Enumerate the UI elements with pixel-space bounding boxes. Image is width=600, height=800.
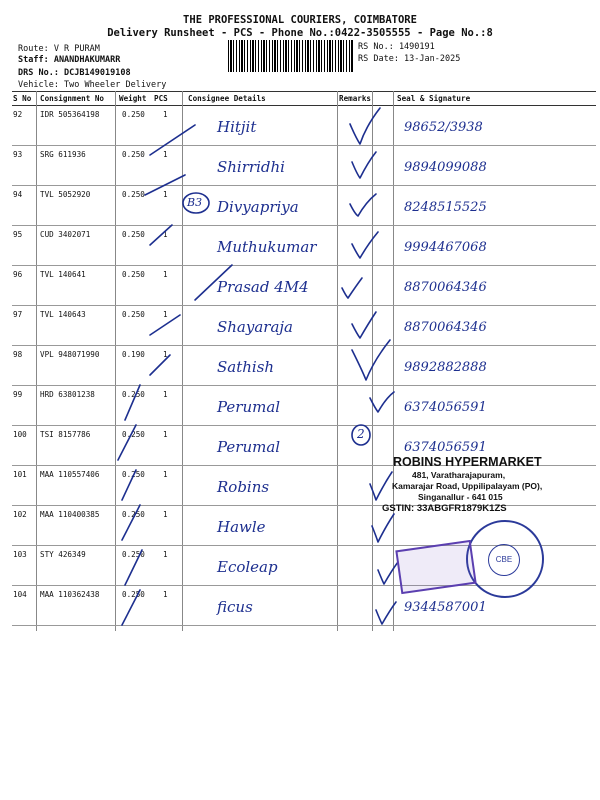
pen-stroke: [122, 470, 136, 500]
cell-sno: 97: [13, 310, 23, 319]
staff-label: Staff: ANANDHAKUMARR: [18, 55, 121, 65]
pen-stroke: [195, 265, 232, 300]
cell-signature-handwritten: 6374056591: [404, 440, 487, 455]
cell-weight: 0.250: [122, 550, 145, 559]
tick-mark: [352, 232, 378, 258]
cell-weight: 0.250: [122, 190, 145, 199]
cell-consignee-handwritten: Hawle: [217, 518, 266, 536]
rs-date: RS Date: 13-Jan-2025: [358, 54, 461, 64]
cell-pcs: 1: [163, 590, 168, 599]
cell-signature-handwritten: 6374056591: [404, 400, 487, 415]
pen-stroke: [150, 125, 195, 155]
cell-signature-handwritten: 9344587001: [404, 600, 487, 615]
tick-mark: [372, 514, 394, 542]
b3-mark: B3: [187, 196, 203, 209]
pen-stroke: [145, 175, 185, 195]
cell-sno: 95: [13, 230, 23, 239]
round-seal: [466, 520, 544, 598]
stamp-name: ROBINS HYPERMARKET: [393, 455, 542, 469]
cell-consignee-handwritten: Shayaraja: [217, 318, 294, 336]
tick-mark: [342, 278, 362, 298]
cell-pcs: 1: [163, 430, 168, 439]
cell-consignment: SRG 611936: [40, 150, 86, 159]
tick-mark: [350, 194, 376, 216]
cell-consignee-handwritten: Perumal: [217, 438, 281, 456]
cell-weight: 0.250: [122, 150, 145, 159]
cell-weight: 0.250: [122, 270, 145, 279]
cell-pcs: 1: [163, 390, 168, 399]
tick-mark: [376, 602, 396, 624]
pen-stroke: [118, 425, 136, 460]
tick-mark: [352, 312, 376, 338]
cell-weight: 0.250: [122, 310, 145, 319]
cell-consignment: CUD 3402071: [40, 230, 91, 239]
cell-weight: 0.250: [122, 510, 145, 519]
cell-consignee-handwritten: Divyapriya: [217, 198, 299, 216]
col-pcs: PCS: [154, 94, 168, 103]
cell-pcs: 1: [163, 270, 168, 279]
cell-pcs: 1: [163, 150, 168, 159]
cell-weight: 0.250: [122, 430, 145, 439]
tick-mark: [370, 472, 392, 500]
cell-pcs: 1: [163, 470, 168, 479]
cell-pcs: 1: [163, 310, 168, 319]
pen-stroke: [150, 315, 180, 335]
col-sno: S No: [13, 94, 32, 103]
cell-sno: 94: [13, 190, 23, 199]
cell-sno: 92: [13, 110, 23, 119]
cell-consignee-handwritten: Hitjit: [217, 118, 257, 136]
cell-sno: 104: [13, 590, 27, 599]
cell-sno: 93: [13, 150, 23, 159]
cell-pcs: 1: [163, 350, 168, 359]
pen-stroke: [125, 550, 142, 585]
cell-consignment: TVL 140643: [40, 310, 86, 319]
seal-center: CBE: [488, 544, 520, 576]
cell-consignment: STY 426349: [40, 550, 86, 559]
col-consignment: Consignment No: [40, 94, 105, 103]
pen-stroke: [122, 590, 140, 625]
cell-weight: 0.190: [122, 350, 145, 359]
cell-pcs: 1: [163, 230, 168, 239]
tick-mark: [352, 340, 390, 380]
cell-consignee-handwritten: Robins: [217, 478, 270, 496]
tick-mark: [352, 152, 376, 178]
cell-consignment: MAA 110557406: [40, 470, 100, 479]
cell-weight: 0.250: [122, 110, 145, 119]
cell-sno: 99: [13, 390, 23, 399]
cell-sno: 100: [13, 430, 27, 439]
cell-consignee-handwritten: Sathish: [217, 358, 275, 376]
cell-signature-handwritten: 9892882888: [404, 360, 487, 375]
route-label: Route: V R PURAM: [18, 44, 100, 54]
cell-signature-handwritten: 98652/3938: [404, 120, 483, 135]
cell-weight: 0.250: [122, 590, 145, 599]
cell-weight: 0.250: [122, 470, 145, 479]
col-weight: Weight: [119, 94, 147, 103]
cell-consignment: HRD 63801238: [40, 390, 95, 399]
cell-pcs: 1: [163, 190, 168, 199]
remark-number: 2: [357, 427, 365, 441]
tick-mark: [350, 108, 380, 144]
cell-sno: 103: [13, 550, 27, 559]
cell-signature-handwritten: 8870064346: [404, 320, 487, 335]
cell-consignee-handwritten: Ecoleap: [217, 558, 278, 576]
cell-weight: 0.250: [122, 390, 145, 399]
cell-consignment: IDR 505364198: [40, 110, 100, 119]
col-consignee: Consignee Details: [188, 94, 266, 103]
cell-weight: 0.250: [122, 230, 145, 239]
cell-consignee-handwritten: Perumal: [217, 398, 281, 416]
cell-pcs: 1: [163, 110, 168, 119]
runsheet-subtitle: Delivery Runsheet - PCS - Phone No.:0422-3505555 - Page No.:8: [107, 27, 493, 39]
cell-consignee-handwritten: Shirridhi: [217, 158, 285, 176]
cell-sno: 102: [13, 510, 27, 519]
cell-consignment: TSI 8157786: [40, 430, 91, 439]
cell-pcs: 1: [163, 510, 168, 519]
cell-consignment: VPL 948071990: [40, 350, 100, 359]
cell-pcs: 1: [163, 550, 168, 559]
cell-consignee-handwritten: Muthukumar: [217, 238, 317, 256]
rs-number: RS No.: 1490191: [358, 42, 435, 52]
cell-signature-handwritten: 8248515525: [404, 200, 487, 215]
cell-sno: 101: [13, 470, 27, 479]
stamp-address-1: 481, Varatharajapuram,: [412, 470, 506, 480]
cell-consignment: MAA 110400385: [40, 510, 100, 519]
tick-mark: [370, 392, 394, 412]
company-title: THE PROFESSIONAL COURIERS, COIMBATORE: [183, 14, 417, 26]
cell-signature-handwritten: 9894099088: [404, 160, 487, 175]
drs-number: DRS No.: DCJB149019108: [18, 68, 131, 78]
pen-stroke: [125, 385, 140, 420]
cell-consignment: MAA 110362438: [40, 590, 100, 599]
col-seal-signature: Seal & Signature: [397, 94, 471, 103]
pen-stroke: [150, 355, 170, 375]
col-remarks: Remarks: [339, 94, 372, 103]
stamp-gstin: GSTIN: 33ABGFR1879K1ZS: [382, 503, 507, 514]
cell-sno: 98: [13, 350, 23, 359]
stamp-address-3: Singanallur - 641 015: [418, 492, 503, 502]
cell-signature-handwritten: 9994467068: [404, 240, 487, 255]
stamp-address-2: Kamarajar Road, Uppilipalayam (PO),: [392, 481, 543, 491]
cell-consignee-handwritten: ficus: [217, 598, 253, 616]
cell-signature-handwritten: 8870064346: [404, 280, 487, 295]
cell-consignment: TVL 140641: [40, 270, 86, 279]
cell-sno: 96: [13, 270, 23, 279]
vehicle-label: Vehicle: Two Wheeler Delivery: [18, 80, 167, 90]
tick-mark: [378, 562, 398, 584]
cell-consignment: TVL 5052920: [40, 190, 91, 199]
pen-stroke: [150, 225, 172, 245]
pen-stroke: [122, 505, 140, 540]
cell-consignee-handwritten: Prasad 4M4: [217, 278, 309, 296]
